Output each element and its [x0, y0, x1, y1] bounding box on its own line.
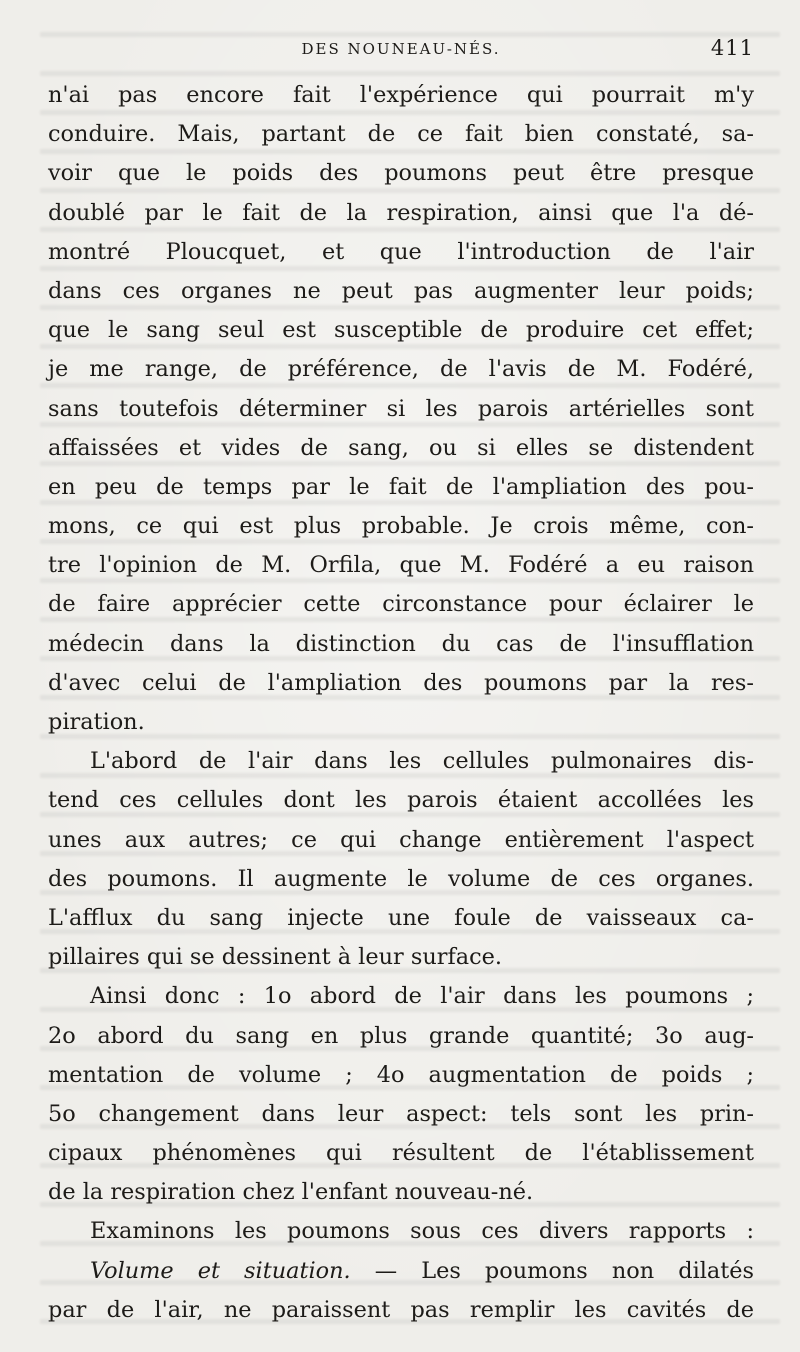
text-line: affaissées et vides de sang, ou si elles se distendent	[48, 434, 754, 461]
text-line: cipaux phénomènes qui résultent de l'établissement	[48, 1140, 754, 1167]
text-line: de faire apprécier cette circonstance pour éclairer le	[48, 591, 754, 618]
text-line: pillaires qui se dessinent à leur surface.	[48, 944, 502, 971]
text-line: des poumons. Il augmente le volume de ces organes.	[48, 865, 754, 892]
text-line: L'afflux du sang injecte une foule de vaisseaux ca-	[48, 904, 754, 931]
text-line: mons, ce qui est plus probable. Je crois même, con-	[48, 513, 754, 540]
text-line: conduire. Mais, partant de ce fait bien constaté, sa-	[48, 121, 754, 148]
text-line: par de l'air, ne paraissent pas remplir les cavités de	[48, 1296, 754, 1323]
text-line: en peu de temps par le fait de l'ampliation des pou-	[48, 473, 754, 500]
text-line: sans toutefois déterminer si les parois artérielles sont	[48, 395, 754, 422]
running-title: DES NOUNEAU-NÉS.	[301, 40, 501, 58]
text-line: doublé par le fait de la respiration, ainsi que l'a dé-	[48, 199, 754, 226]
text-line: voir que le poids des poumons peut être presque	[48, 160, 754, 187]
section-heading-line	[48, 1252, 754, 1291]
text-line: que le sang seul est susceptible de produire cet effet;	[48, 317, 754, 344]
text-line: 2o abord du sang en plus grande quantité; 3o aug-	[48, 1022, 754, 1049]
paragraph-start-line: Examinons les poumons sous ces divers rapports :	[90, 1218, 754, 1245]
text-line: dans ces organes ne peut pas augmenter leur poids;	[48, 277, 754, 304]
text-line: médecin dans la distinction du cas de l'insufflation	[48, 630, 754, 657]
text-line: tre l'opinion de M. Orfila, que M. Fodéré a eu raison	[48, 552, 754, 579]
text-line: tend ces cellules dont les parois étaient accollées les	[48, 787, 754, 814]
body-text	[48, 76, 754, 1330]
text-line: mentation de volume ; 4o augmentation de poids ;	[48, 1061, 754, 1088]
italic-heading: Volume et situation.	[90, 1257, 351, 1284]
text-line: piration.	[48, 709, 145, 735]
text-line: je me range, de préférence, de l'avis de M. Fodéré,	[48, 356, 754, 383]
page-header	[48, 36, 754, 66]
page-number: 411	[710, 36, 754, 60]
text-line: n'ai pas encore fait l'expérience qui pourrait m'y	[48, 82, 754, 108]
text-line: 5o changement dans leur aspect: tels sont les prin-	[48, 1100, 754, 1127]
heading-line-text: — Les poumons non dilatés	[374, 1257, 754, 1284]
paragraph-start-line: L'abord de l'air dans les cellules pulmonaires dis-	[90, 748, 754, 775]
text-line: d'avec celui de l'ampliation des poumons par la res-	[48, 669, 754, 696]
paragraph-start-line: Ainsi donc : 1o abord de l'air dans les poumons ;	[90, 983, 754, 1010]
text-line: montré Ploucquet, et que l'introduction de l'air	[48, 238, 754, 265]
text-line: de la respiration chez l'enfant nouveau-né.	[48, 1179, 534, 1206]
text-line: unes aux autres; ce qui change entièrement l'aspect	[48, 826, 754, 853]
